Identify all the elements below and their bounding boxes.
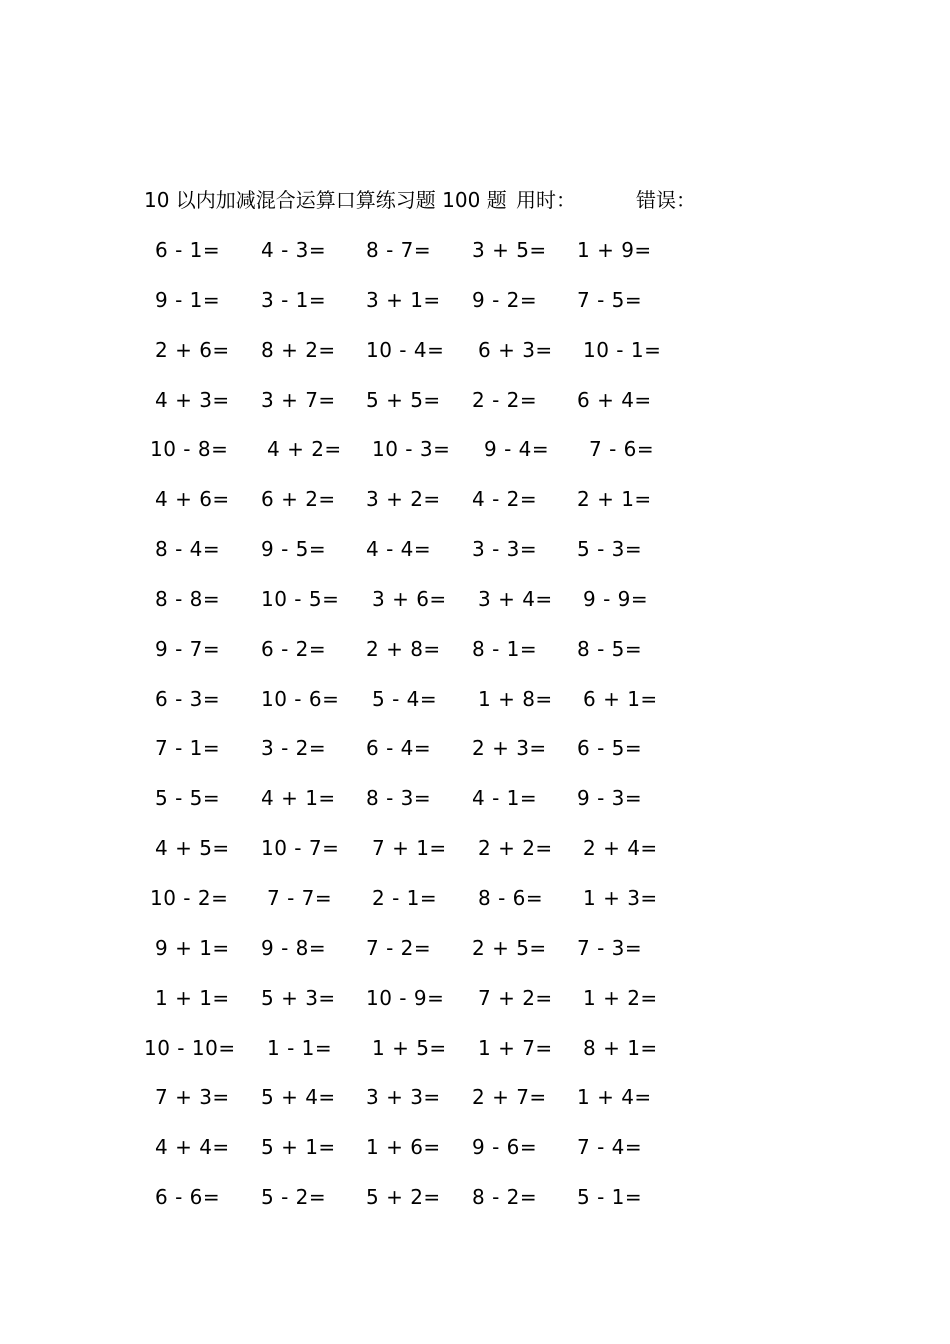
problem-item: 5 - 3= <box>577 537 643 562</box>
problem-item: 7 - 1= <box>155 736 221 761</box>
problem-item: 2 + 2= <box>478 836 553 861</box>
problem-item: 2 + 4= <box>583 836 658 861</box>
problem-item: 4 - 1= <box>472 786 538 811</box>
problem-row <box>0 286 950 336</box>
problem-item: 10 - 5= <box>261 586 340 611</box>
problem-item: 1 - 1= <box>267 1035 333 1060</box>
problem-row <box>0 386 950 436</box>
problem-item: 5 + 3= <box>261 985 336 1010</box>
problem-item: 4 - 2= <box>472 487 538 512</box>
problem-item: 3 + 3= <box>366 1085 441 1110</box>
problem-item: 6 - 3= <box>155 686 221 711</box>
problem-item: 9 - 5= <box>261 537 327 562</box>
problem-row <box>0 336 950 386</box>
problem-item: 8 - 2= <box>472 1185 538 1210</box>
problem-item: 2 + 5= <box>472 935 547 960</box>
problem-item: 6 + 4= <box>577 387 652 412</box>
problem-item: 7 - 2= <box>366 935 432 960</box>
problem-item: 8 - 6= <box>478 885 544 910</box>
problem-row <box>0 1183 950 1233</box>
problem-item: 3 + 5= <box>472 238 547 262</box>
problem-item: 3 - 1= <box>261 287 327 312</box>
problem-item: 7 + 2= <box>478 985 553 1010</box>
problem-item: 6 + 2= <box>261 487 336 512</box>
problem-row <box>0 1034 950 1084</box>
problem-item: 7 - 6= <box>589 437 655 462</box>
problem-item: 3 + 4= <box>478 586 553 611</box>
problem-item: 1 + 8= <box>478 686 553 711</box>
problem-row <box>0 934 950 984</box>
problem-item: 4 - 4= <box>366 537 432 562</box>
problem-item: 7 - 5= <box>577 287 643 312</box>
problem-item: 10 - 3= <box>372 437 451 462</box>
problem-item: 5 - 5= <box>155 786 221 811</box>
problem-row <box>0 635 950 685</box>
problem-row <box>0 834 950 884</box>
problem-row <box>0 485 950 535</box>
problem-item: 4 + 3= <box>155 387 230 412</box>
problem-item: 2 + 8= <box>366 636 441 661</box>
problem-item: 5 + 4= <box>261 1085 336 1110</box>
problem-item: 4 + 4= <box>155 1135 230 1160</box>
page-title: 10 以内加减混合运算口算练习题 100 题 <box>144 188 507 212</box>
problem-item: 6 - 5= <box>577 736 643 761</box>
problem-item: 1 + 4= <box>577 1085 652 1110</box>
problem-row <box>0 685 950 735</box>
problem-row <box>0 784 950 834</box>
problem-item: 9 - 7= <box>155 636 221 661</box>
problem-item: 8 - 7= <box>366 238 432 262</box>
problem-item: 2 + 7= <box>472 1085 547 1110</box>
problem-item: 8 - 3= <box>366 786 432 811</box>
problem-item: 7 - 3= <box>577 935 643 960</box>
problem-item: 6 + 1= <box>583 686 658 711</box>
problem-row <box>0 884 950 934</box>
problem-item: 4 - 3= <box>261 238 327 262</box>
problem-item: 5 + 5= <box>366 387 441 412</box>
problem-item: 3 - 2= <box>261 736 327 761</box>
problem-item: 3 + 1= <box>366 287 441 312</box>
problem-item: 1 + 6= <box>366 1135 441 1160</box>
problem-item: 3 + 6= <box>372 586 447 611</box>
problem-row <box>0 734 950 784</box>
problem-item: 3 - 3= <box>472 537 538 562</box>
problem-item: 9 - 2= <box>472 287 538 312</box>
problem-item: 10 - 7= <box>261 836 340 861</box>
problem-item: 5 + 2= <box>366 1185 441 1210</box>
problem-item: 8 - 8= <box>155 586 221 611</box>
problem-item: 1 + 9= <box>577 238 652 262</box>
problem-item: 10 - 6= <box>261 686 340 711</box>
problem-row <box>0 236 950 286</box>
problem-item: 1 + 2= <box>583 985 658 1010</box>
problem-item: 5 - 4= <box>372 686 438 711</box>
problem-item: 6 + 3= <box>478 337 553 362</box>
problem-item: 10 - 10= <box>144 1035 236 1060</box>
problem-item: 9 - 6= <box>472 1135 538 1160</box>
problem-item: 8 - 4= <box>155 537 221 562</box>
problem-item: 1 + 7= <box>478 1035 553 1060</box>
problem-row <box>0 1083 950 1133</box>
time-label: 用时： <box>516 188 576 212</box>
problem-item: 6 - 1= <box>155 238 221 262</box>
problem-item: 1 + 5= <box>372 1035 447 1060</box>
problem-item: 3 + 7= <box>261 387 336 412</box>
problem-row <box>0 984 950 1034</box>
problem-item: 4 + 2= <box>267 437 342 462</box>
problem-item: 8 - 5= <box>577 636 643 661</box>
problem-item: 2 - 2= <box>472 387 538 412</box>
problem-item: 9 - 1= <box>155 287 221 312</box>
problem-item: 6 - 6= <box>155 1185 221 1210</box>
problem-item: 9 - 9= <box>583 586 649 611</box>
problem-item: 10 - 2= <box>150 885 229 910</box>
problem-item: 4 + 6= <box>155 487 230 512</box>
problem-item: 10 - 8= <box>150 437 229 462</box>
problem-item: 9 - 4= <box>484 437 550 462</box>
problem-row <box>0 535 950 585</box>
problem-item: 8 + 1= <box>583 1035 658 1060</box>
problem-item: 2 + 3= <box>472 736 547 761</box>
problem-item: 2 + 6= <box>155 337 230 362</box>
problem-item: 1 + 3= <box>583 885 658 910</box>
problem-item: 5 + 1= <box>261 1135 336 1160</box>
problem-item: 6 - 4= <box>366 736 432 761</box>
problem-item: 2 - 1= <box>372 885 438 910</box>
problem-grid <box>0 236 950 1233</box>
problem-item: 5 - 2= <box>261 1185 327 1210</box>
problem-item: 4 + 5= <box>155 836 230 861</box>
problem-item: 9 + 1= <box>155 935 230 960</box>
problem-item: 10 - 9= <box>366 985 445 1010</box>
problem-item: 10 - 1= <box>583 337 662 362</box>
problem-item: 8 - 1= <box>472 636 538 661</box>
problem-item: 10 - 4= <box>366 337 445 362</box>
problem-item: 5 - 1= <box>577 1185 643 1210</box>
problem-item: 7 + 1= <box>372 836 447 861</box>
problem-item: 7 - 4= <box>577 1135 643 1160</box>
problem-item: 4 + 1= <box>261 786 336 811</box>
problem-item: 6 - 2= <box>261 636 327 661</box>
problem-row <box>0 1133 950 1183</box>
problem-item: 8 + 2= <box>261 337 336 362</box>
problem-item: 2 + 1= <box>577 487 652 512</box>
errors-label: 错误： <box>636 188 696 212</box>
problem-item: 9 - 8= <box>261 935 327 960</box>
problem-row <box>0 585 950 635</box>
problem-item: 3 + 2= <box>366 487 441 512</box>
problem-row <box>0 435 950 485</box>
problem-item: 7 - 7= <box>267 885 333 910</box>
problem-item: 7 + 3= <box>155 1085 230 1110</box>
problem-item: 9 - 3= <box>577 786 643 811</box>
problem-item: 1 + 1= <box>155 985 230 1010</box>
